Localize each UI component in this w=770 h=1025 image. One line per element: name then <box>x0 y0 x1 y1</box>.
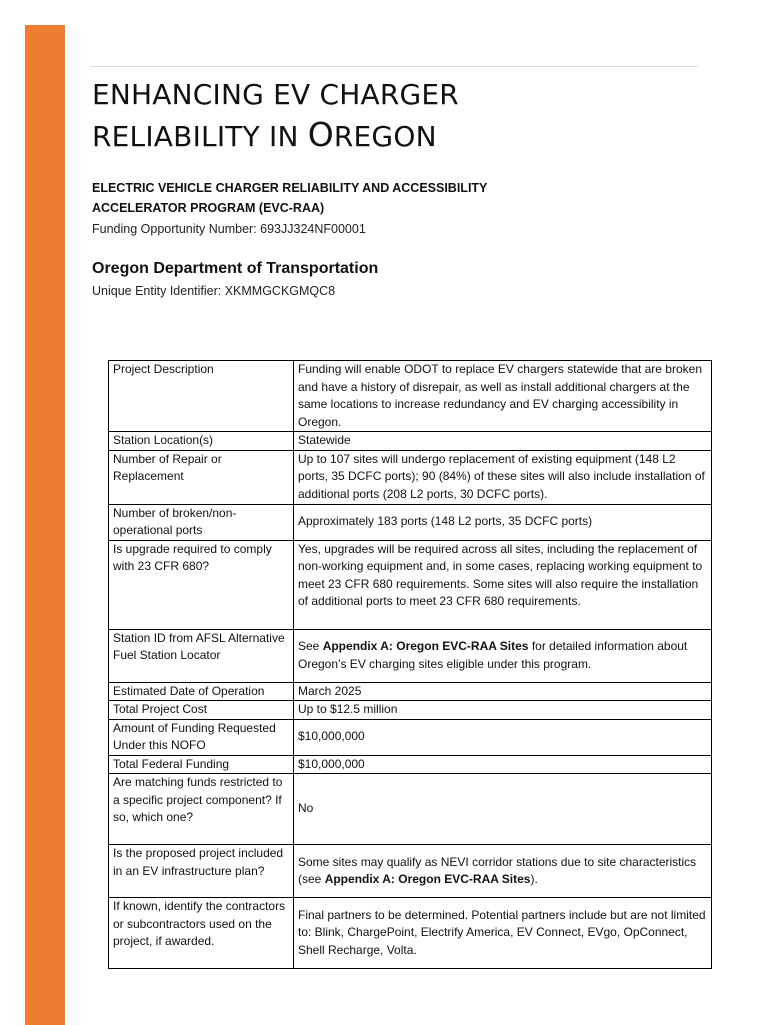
row-value: Up to $12.5 million <box>294 701 712 720</box>
row-label: Estimated Date of Operation <box>109 682 294 701</box>
table-row <box>109 774 712 845</box>
table-row <box>109 450 712 504</box>
page-title <box>92 75 692 157</box>
row-value: Final partners to be determined. Potential partners include but are not limited to: Blink, ChargePoint, Electrify America, EV Connect, EVgo, OpConnect, Shell Recharge, Volta. <box>294 898 712 969</box>
row-label: Amount of Funding Requested Under this NOFO <box>109 719 294 755</box>
row-value: Statewide <box>294 432 712 451</box>
row-value: Yes, upgrades will be required across all sites, including the replacement of non-working equipment and, in some cases, replacing working equipment to meet 23 CFR 680 requirements. Some sites will also require the installation of additional ports to meet 23 CFR 680 requirements. <box>294 540 712 629</box>
table-row <box>109 719 712 755</box>
title-line-1: ENHANCING EV CHARGER <box>92 78 459 111</box>
table-row <box>109 629 712 682</box>
row-label: Number of broken/non-operational ports <box>109 504 294 540</box>
row-label: Is upgrade required to comply with 23 CFR 680? <box>109 540 294 629</box>
program-name <box>92 178 652 218</box>
accent-sidebar-bar <box>25 25 65 1025</box>
row-label: Station ID from AFSL Alternative Fuel Station Locator <box>109 629 294 682</box>
header-rule <box>90 66 698 67</box>
title-line-2-prefix: RELIABILITY IN <box>92 120 308 153</box>
row-value: Approximately 183 ports (148 L2 ports, 35 DCFC ports) <box>294 504 712 540</box>
table-row <box>109 845 712 898</box>
row-value-prefix: Some sites may qualify as NEVI corridor stations due to site characteristics (see <box>298 854 697 886</box>
row-label: Is the proposed project included in an EV infrastructure plan? <box>109 845 294 898</box>
appendix-reference: Appendix A: Oregon EVC-RAA Sites <box>322 639 529 653</box>
row-label: Are matching funds restricted to a specific project component? If so, which one? <box>109 774 294 845</box>
organization-name: Oregon Department of Transportation <box>92 260 379 277</box>
row-label: Project Description <box>109 361 294 432</box>
funding-opportunity-number: Funding Opportunity Number: 693JJ324NF00001 <box>92 222 366 236</box>
row-value: No <box>294 774 712 845</box>
row-label: Total Project Cost <box>109 701 294 720</box>
row-value: Up to 107 sites will undergo replacement of existing equipment (148 L2 ports, 35 DCFC ports); 90 (84%) of these sites will also include installation of additional ports (208 L2 ports, 30 DCFC ports). <box>294 450 712 504</box>
row-value: $10,000,000 <box>294 755 712 774</box>
table-row <box>109 755 712 774</box>
table-row <box>109 898 712 969</box>
row-value-suffix: ). <box>530 872 538 886</box>
unique-entity-identifier: Unique Entity Identifier: XKMMGCKGMQC8 <box>92 284 336 298</box>
row-label: If known, identify the contractors or subcontractors used on the project, if awarded. <box>109 898 294 969</box>
table-row <box>109 432 712 451</box>
row-value: Funding will enable ODOT to replace EV chargers statewide that are broken and have a history of disrepair, as well as install additional chargers at the same locations to increase redundancy and EV charging accessibility in Oregon. <box>294 361 712 432</box>
row-value-prefix: See <box>298 639 323 653</box>
program-name-line-2: ACCELERATOR PROGRAM (EVC-RAA) <box>92 201 325 215</box>
row-value <box>294 629 712 682</box>
table-row <box>109 682 712 701</box>
table-row <box>109 361 712 432</box>
table-row <box>109 701 712 720</box>
project-info-table <box>108 360 712 969</box>
row-label: Station Location(s) <box>109 432 294 451</box>
program-name-line-1: ELECTRIC VEHICLE CHARGER RELIABILITY AND ACCESSIBILITY <box>92 181 488 195</box>
row-value: March 2025 <box>294 682 712 701</box>
row-value-suffix: for detailed information about Oregon’s EV charging sites eligible under this program. <box>298 639 688 671</box>
row-value <box>294 845 712 898</box>
title-line-2-rest: REGON <box>333 120 437 153</box>
table-row <box>109 504 712 540</box>
appendix-reference: Appendix A: Oregon EVC-RAA Sites <box>324 872 531 886</box>
row-label: Total Federal Funding <box>109 755 294 774</box>
row-value: $10,000,000 <box>294 719 712 755</box>
title-line-2 <box>92 115 692 157</box>
table-row <box>109 540 712 629</box>
title-line-2-initial: O <box>307 115 334 154</box>
row-label: Number of Repair or Replacement <box>109 450 294 504</box>
